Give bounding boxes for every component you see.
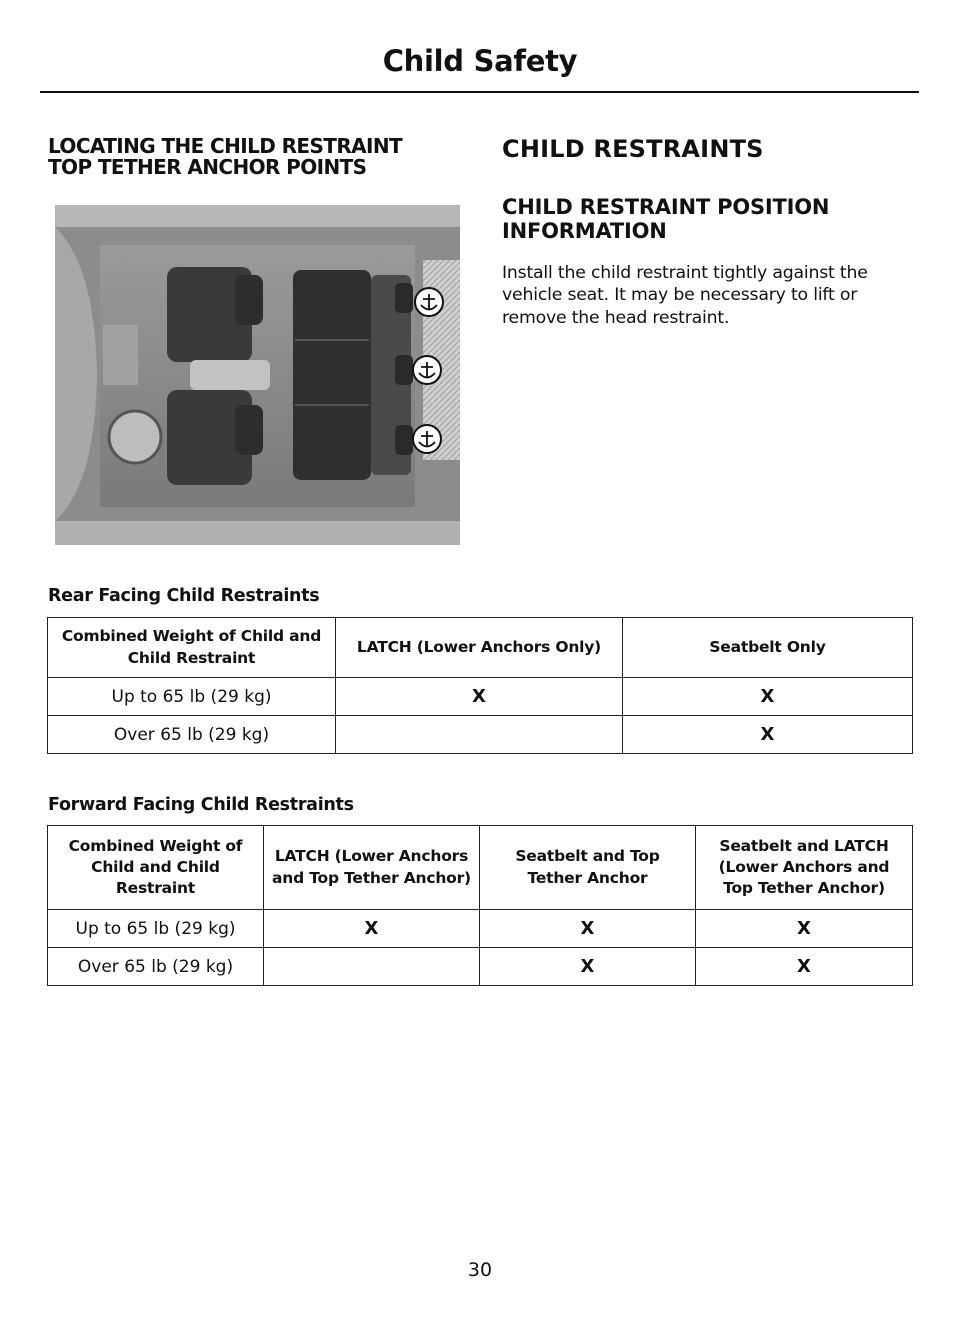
vehicle-top-view-figure — [55, 205, 460, 545]
header-cell: Combined Weight of Child and Child Restraint — [48, 618, 336, 678]
child-restraints-heading: CHILD RESTRAINTS — [502, 135, 764, 163]
header-cell: LATCH (Lower Anchors and Top Tether Anchor) — [264, 826, 480, 910]
weight-cell: Up to 65 lb (29 kg) — [48, 910, 264, 948]
rear-facing-table — [47, 617, 913, 754]
heading-line-1: LOCATING THE CHILD RESTRAINT — [48, 134, 403, 158]
rear-facing-caption: Rear Facing Child Restraints — [48, 586, 320, 606]
table-row — [48, 948, 913, 986]
weight-cell: Over 65 lb (29 kg) — [48, 716, 336, 754]
mark-cell — [264, 948, 480, 986]
header-cell: Combined Weight of Child and Child Restraint — [48, 826, 264, 910]
mark-cell: X — [623, 716, 913, 754]
mark-cell: X — [623, 678, 913, 716]
subheading-line-1: CHILD RESTRAINT POSITION — [502, 195, 830, 219]
heading-line-2: TOP TETHER ANCHOR POINTS — [48, 155, 367, 180]
header-cell: LATCH (Lower Anchors Only) — [336, 618, 623, 678]
page-header-title: Child Safety — [382, 44, 578, 78]
position-info-heading — [502, 196, 912, 243]
install-instructions: Install the child restraint tightly against the vehicle seat. It may be necessary to lift or remove the head restraint. — [502, 263, 868, 328]
mark-cell: X — [696, 910, 913, 948]
anchor-icon — [415, 288, 443, 316]
table-header-row — [48, 826, 913, 910]
header-divider — [40, 91, 919, 93]
mark-cell: X — [336, 678, 623, 716]
table-row — [48, 716, 913, 754]
forward-facing-table — [47, 825, 913, 986]
table-row — [48, 678, 913, 716]
anchor-points-heading — [48, 136, 468, 179]
table-row — [48, 910, 913, 948]
weight-cell: Up to 65 lb (29 kg) — [48, 678, 336, 716]
mark-cell: X — [696, 948, 913, 986]
anchor-icon — [413, 356, 441, 384]
forward-facing-caption: Forward Facing Child Restraints — [48, 795, 354, 815]
header-cell: Seatbelt and LATCH (Lower Anchors and Top Tether Anchor) — [696, 826, 913, 910]
mark-cell: X — [264, 910, 480, 948]
mark-cell: X — [480, 910, 696, 948]
header-cell: Seatbelt and Top Tether Anchor — [480, 826, 696, 910]
mark-cell — [336, 716, 623, 754]
mark-cell: X — [480, 948, 696, 986]
anchor-icon — [413, 425, 441, 453]
subheading-line-2: INFORMATION — [502, 218, 667, 243]
weight-cell: Over 65 lb (29 kg) — [48, 948, 264, 986]
page-number: 30 — [467, 1259, 493, 1281]
header-cell: Seatbelt Only — [623, 618, 913, 678]
table-header-row — [48, 618, 913, 678]
